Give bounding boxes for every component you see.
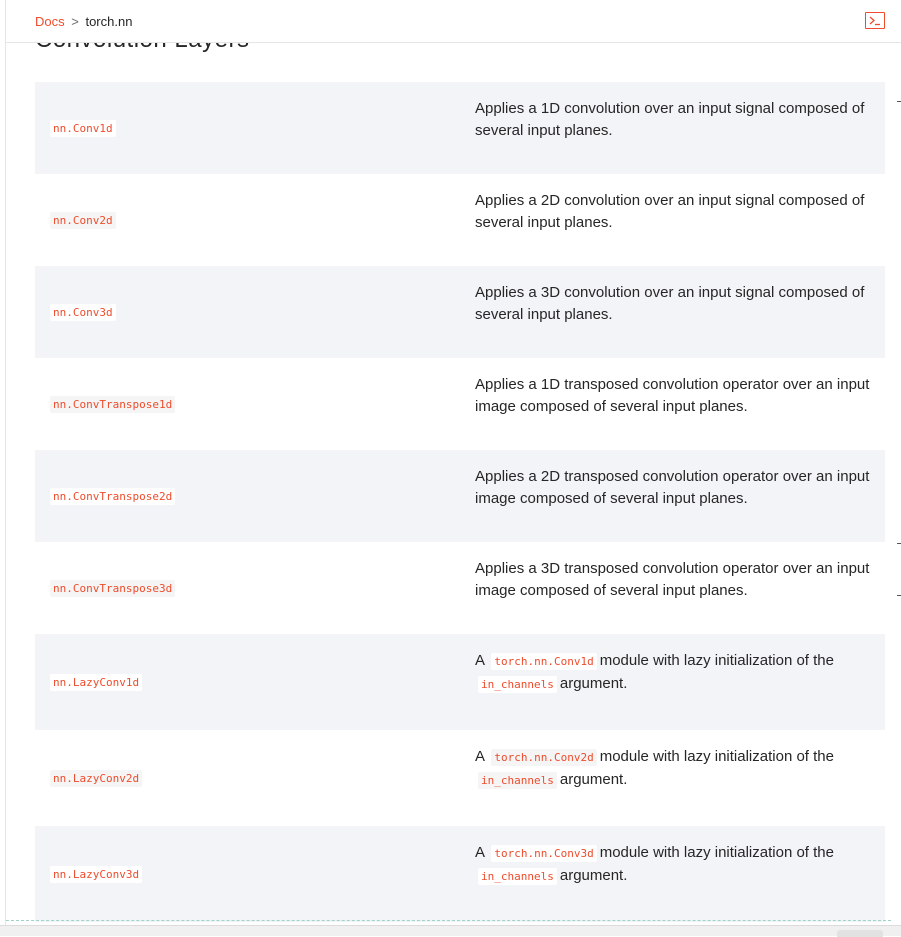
module-name-cell xyxy=(35,174,475,266)
module-link[interactable]: nn.Conv1d xyxy=(50,120,116,137)
module-name-cell xyxy=(35,542,475,634)
description-text: argument. xyxy=(559,675,628,692)
table-row xyxy=(35,826,885,922)
module-description xyxy=(475,174,885,266)
description-text: A xyxy=(475,652,485,669)
table-row xyxy=(35,730,885,826)
module-link[interactable]: nn.LazyConv3d xyxy=(50,866,142,883)
module-name-cell xyxy=(35,450,475,542)
description-text: module with lazy initialization of the xyxy=(599,652,834,669)
table-row xyxy=(35,450,885,542)
bottom-divider xyxy=(6,920,891,921)
inline-code-link[interactable]: torch.nn.Conv3d xyxy=(491,845,596,862)
module-name-cell xyxy=(35,358,475,450)
module-description xyxy=(475,634,885,730)
inline-code: in_channels xyxy=(478,868,557,885)
description-text: A xyxy=(475,748,485,765)
bottom-scroll-strip xyxy=(0,925,901,936)
module-description xyxy=(475,82,885,174)
module-name-cell xyxy=(35,266,475,358)
inline-code-link[interactable]: torch.nn.Conv1d xyxy=(491,653,596,670)
description-text: Applies a 3D transposed convolution operator over an input image composed of several input planes. xyxy=(475,560,870,599)
top-bar xyxy=(6,0,901,43)
table-row xyxy=(35,266,885,358)
left-border xyxy=(5,0,6,936)
module-description xyxy=(475,826,885,922)
inline-code: in_channels xyxy=(478,772,557,789)
description-text: module with lazy initialization of the xyxy=(599,748,834,765)
breadcrumb xyxy=(35,14,132,29)
module-description xyxy=(475,358,885,450)
module-name-cell xyxy=(35,634,475,730)
convolution-layers-table xyxy=(35,82,885,922)
table-row xyxy=(35,82,885,174)
breadcrumb-docs-link[interactable]: Docs xyxy=(35,14,65,29)
table-row xyxy=(35,358,885,450)
description-text: A xyxy=(475,844,485,861)
description-text: Applies a 1D transposed convolution operator over an input image composed of several input planes. xyxy=(475,376,870,415)
module-link[interactable]: nn.LazyConv1d xyxy=(50,674,142,691)
module-link[interactable]: nn.LazyConv2d xyxy=(50,770,142,787)
module-link[interactable]: nn.Conv3d xyxy=(50,304,116,321)
module-link[interactable]: nn.ConvTranspose1d xyxy=(50,396,175,413)
table-row xyxy=(35,634,885,730)
module-description xyxy=(475,266,885,358)
table-row xyxy=(35,174,885,266)
module-link[interactable]: nn.ConvTranspose2d xyxy=(50,488,175,505)
inline-code: in_channels xyxy=(478,676,557,693)
breadcrumb-separator: > xyxy=(71,14,79,29)
module-name-cell xyxy=(35,730,475,826)
description-text: argument. xyxy=(559,771,628,788)
breadcrumb-current: torch.nn xyxy=(85,14,133,29)
module-name-cell xyxy=(35,82,475,174)
module-link[interactable]: nn.ConvTranspose3d xyxy=(50,580,175,597)
description-text: Applies a 2D convolution over an input signal composed of several input planes. xyxy=(475,192,865,231)
description-text: argument. xyxy=(559,867,628,884)
inline-code-link[interactable]: torch.nn.Conv2d xyxy=(491,749,596,766)
module-description xyxy=(475,730,885,826)
terminal-icon[interactable] xyxy=(865,12,885,29)
module-description xyxy=(475,450,885,542)
module-name-cell xyxy=(35,826,475,922)
module-link[interactable]: nn.Conv2d xyxy=(50,212,116,229)
description-text: module with lazy initialization of the xyxy=(599,844,834,861)
table-row xyxy=(35,542,885,634)
description-text: Applies a 2D transposed convolution operator over an input image composed of several input planes. xyxy=(475,468,870,507)
module-description xyxy=(475,542,885,634)
description-text: Applies a 1D convolution over an input signal composed of several input planes. xyxy=(475,100,865,139)
description-text: Applies a 3D convolution over an input signal composed of several input planes. xyxy=(475,284,865,323)
